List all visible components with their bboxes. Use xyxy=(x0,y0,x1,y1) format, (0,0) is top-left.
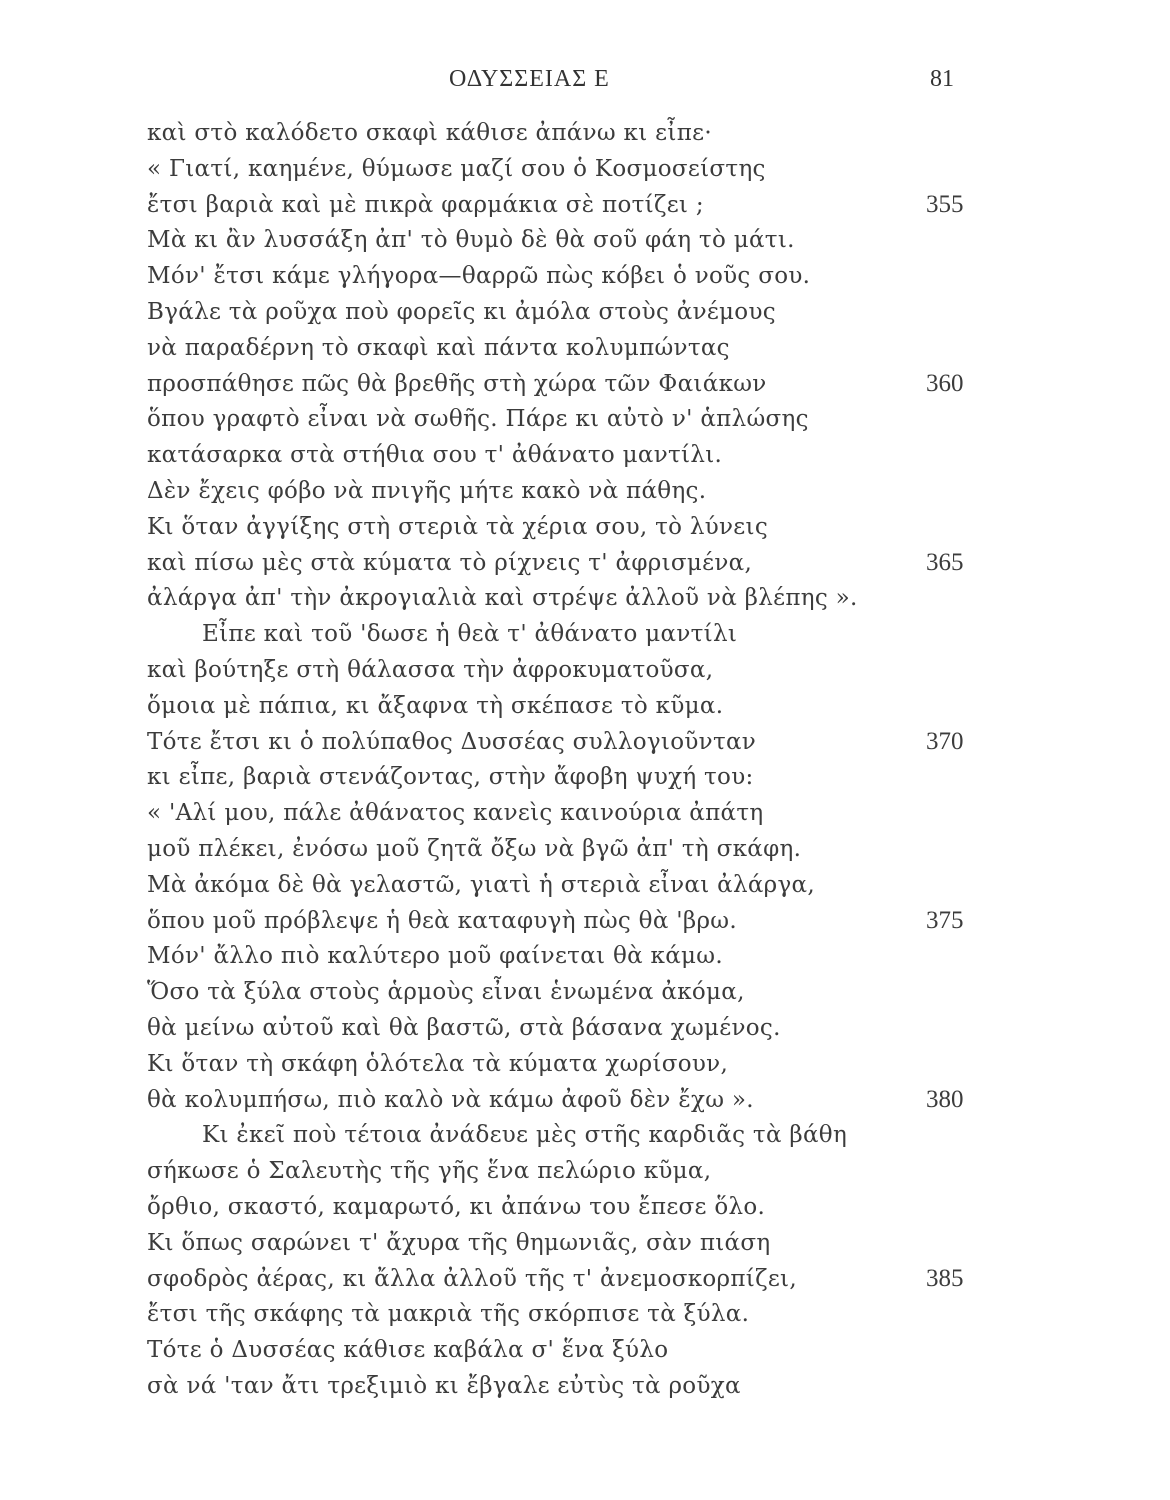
verse-text: Κι ἐκεῖ ποὺ τέτοια ἀνάδευε μὲς στῆς καρδιᾶς τὰ βάθη xyxy=(202,1122,848,1149)
verse-text: σήκωσε ὁ Σαλευτὴς τῆς γῆς ἕνα πελώριο κῦμα, xyxy=(147,1158,712,1185)
verse-text: καὶ πίσω μὲς στὰ κύματα τὸ ρίχνεις τ' ἀφρισμένα, xyxy=(147,549,753,576)
verse-line xyxy=(0,259,1170,295)
verse-line xyxy=(0,331,1170,367)
verse-line xyxy=(0,295,1170,331)
verse-text: καὶ στὸ καλόδετο σκαφὶ κάθισε ἀπάνω κι εἶπε· xyxy=(147,120,712,146)
verse-text: Μόν' ἔτσι κάμε γλήγορα—θαρρῶ πὼς κόβει ὁ νοῦς σου. xyxy=(147,263,811,290)
verse-text: Μὰ ἀκόμα δὲ θὰ γελαστῶ, γιατὶ ἡ στεριὰ εἶναι ἀλάργα, xyxy=(147,871,815,898)
verse-text: Μὰ κι ἂν λυσσάξη ἀπ' τὸ θυμὸ δὲ θὰ σοῦ φάη τὸ μάτι. xyxy=(147,227,795,254)
verse-text: Βγάλε τὰ ροῦχα ποὺ φορεῖς κι ἀμόλα στοὺς ἀνέμους xyxy=(147,298,776,325)
verse-line xyxy=(0,116,1170,152)
verse-text: σφοδρὸς ἀέρας, κι ἄλλα ἀλλοῦ τῆς τ' ἀνεμοσκορπίζει, xyxy=(147,1265,797,1292)
verse-text: Ὅσο τὰ ξύλα στοὺς ἁρμοὺς εἶναι ἑνωμένα ἀκόμα, xyxy=(147,979,745,1006)
verse-text: νὰ παραδέρνη τὸ σκαφὶ καὶ πάντα κολυμπώντας xyxy=(147,334,730,361)
running-title: ΟΔΥΣΣΕΙΑΣ Ε xyxy=(449,66,610,92)
line-number: 355 xyxy=(926,190,964,218)
verse-text: προσπάθησε πῶς θὰ βρεθῆς στὴ χώρα τῶν Φαιάκων xyxy=(147,370,767,397)
verse-line xyxy=(0,367,1170,403)
line-number: 380 xyxy=(926,1085,964,1113)
verse-text: Εἶπε καὶ τοῦ 'δωσε ἡ θεὰ τ' ἀθάνατο μαντίλι xyxy=(202,621,738,648)
verse-line xyxy=(0,223,1170,259)
verse-line xyxy=(0,402,1170,438)
verse-text: κατάσαρκα στὰ στήθια σου τ' ἀθάνατο μαντίλι. xyxy=(147,442,723,469)
verse-line xyxy=(0,832,1170,868)
verse-text: κι εἶπε, βαριὰ στενάζοντας, στὴν ἄφοβη ψυχή του: xyxy=(147,764,754,791)
verse-line xyxy=(0,1333,1170,1369)
verse-text: ἔτσι βαριὰ καὶ μὲ πικρὰ φαρμάκια σὲ ποτίζει ; xyxy=(147,191,704,218)
verse-line xyxy=(0,1083,1170,1119)
verse-text: « Γιατί, καημένε, θύμωσε μαζί σου ὁ Κοσμοσείστης xyxy=(147,155,766,182)
verse-line xyxy=(0,1226,1170,1262)
verse-text: ὄρθιο, σκαστό, καμαρωτό, κι ἀπάνω του ἔπεσε ὅλο. xyxy=(147,1193,766,1220)
verse-line xyxy=(0,546,1170,582)
verse-text: Κι ὅταν ἀγγίξης στὴ στεριὰ τὰ χέρια σου, τὸ λύνεις xyxy=(147,513,769,540)
line-number: 365 xyxy=(926,548,964,576)
verse-text: ἀλάργα ἀπ' τὴν ἀκρογιαλιὰ καὶ στρέψε ἀλλοῦ νὰ βλέπης ». xyxy=(147,585,858,612)
verse-line xyxy=(0,1154,1170,1190)
verse-line xyxy=(0,868,1170,904)
verse-text: ὅπου μοῦ πρόβλεψε ἡ θεὰ καταφυγὴ πὼς θὰ 'βρω. xyxy=(147,907,737,934)
verse-line xyxy=(0,796,1170,832)
verse-text: Μόν' ἄλλο πιὸ καλύτερο μοῦ φαίνεται θὰ κάμω. xyxy=(147,943,723,970)
verse-line xyxy=(0,617,1170,653)
line-number: 385 xyxy=(926,1264,964,1292)
verse-line xyxy=(0,1262,1170,1298)
running-header xyxy=(0,66,1170,98)
verse-text: ὅμοια μὲ πάπια, κι ἄξαφνα τὴ σκέπασε τὸ κῦμα. xyxy=(147,692,724,719)
verse-text: καὶ βούτηξε στὴ θάλασσα τὴν ἀφροκυματοῦσα, xyxy=(147,656,714,683)
verse-text: μοῦ πλέκει, ἐνόσω μοῦ ζητᾶ ὄξω νὰ βγῶ ἀπ' τὴ σκάφη. xyxy=(147,835,802,862)
verse-line xyxy=(0,975,1170,1011)
line-number: 375 xyxy=(926,906,964,934)
verse-line xyxy=(0,1297,1170,1333)
verse-text: Δὲν ἔχεις φόβο νὰ πνιγῆς μήτε κακὸ νὰ πάθης. xyxy=(147,477,707,504)
verse-line xyxy=(0,1369,1170,1405)
verse-line xyxy=(0,152,1170,188)
verse-line xyxy=(0,653,1170,689)
verse-text: « 'Αλί μου, πάλε ἀθάνατος κανεὶς καινούρια ἀπάτη xyxy=(147,800,764,827)
verse-line xyxy=(0,1011,1170,1047)
verse-line xyxy=(0,939,1170,975)
verse-line xyxy=(0,438,1170,474)
verse-text: Τότε ὁ Δυσσέας κάθισε καβάλα σ' ἕνα ξύλο xyxy=(147,1337,669,1364)
verse-line xyxy=(0,1118,1170,1154)
verse-text: σὰ νά 'ταν ἄτι τρεξιμιὸ κι ἔβγαλε εὐτὺς τὰ ροῦχα xyxy=(147,1372,741,1399)
poem-text xyxy=(0,116,1170,1405)
verse-text: Κι ὅπως σαρώνει τ' ἄχυρα τῆς θημωνιᾶς, σὰν πιάση xyxy=(147,1229,771,1256)
verse-text: ὅπου γραφτὸ εἶναι νὰ σωθῆς. Πάρε κι αὐτὸ ν' ἁπλώσης xyxy=(147,406,809,433)
verse-line xyxy=(0,510,1170,546)
verse-line xyxy=(0,474,1170,510)
verse-line xyxy=(0,188,1170,224)
verse-text: ἔτσι τῆς σκάφης τὰ μακριὰ τῆς σκόρπισε τὰ ξύλα. xyxy=(147,1301,750,1328)
verse-text: Κι ὅταν τὴ σκάφη ὁλότελα τὰ κύματα χωρίσουν, xyxy=(147,1050,729,1077)
verse-line xyxy=(0,904,1170,940)
verse-line xyxy=(0,760,1170,796)
verse-line xyxy=(0,1190,1170,1226)
verse-line xyxy=(0,689,1170,725)
line-number: 360 xyxy=(926,369,964,397)
verse-text: θὰ μείνω αὐτοῦ καὶ θὰ βαστῶ, στὰ βάσανα χωμένος. xyxy=(147,1014,781,1041)
line-number: 370 xyxy=(926,727,964,755)
verse-line xyxy=(0,581,1170,617)
page-number: 81 xyxy=(930,66,954,92)
verse-text: θὰ κολυμπήσω, πιὸ καλὸ νὰ κάμω ἀφοῦ δὲν ἔχω ». xyxy=(147,1086,754,1113)
verse-text: Τότε ἔτσι κι ὁ πολύπαθος Δυσσέας συλλογιοῦνταν xyxy=(147,728,757,755)
verse-line xyxy=(0,1047,1170,1083)
verse-line xyxy=(0,725,1170,761)
